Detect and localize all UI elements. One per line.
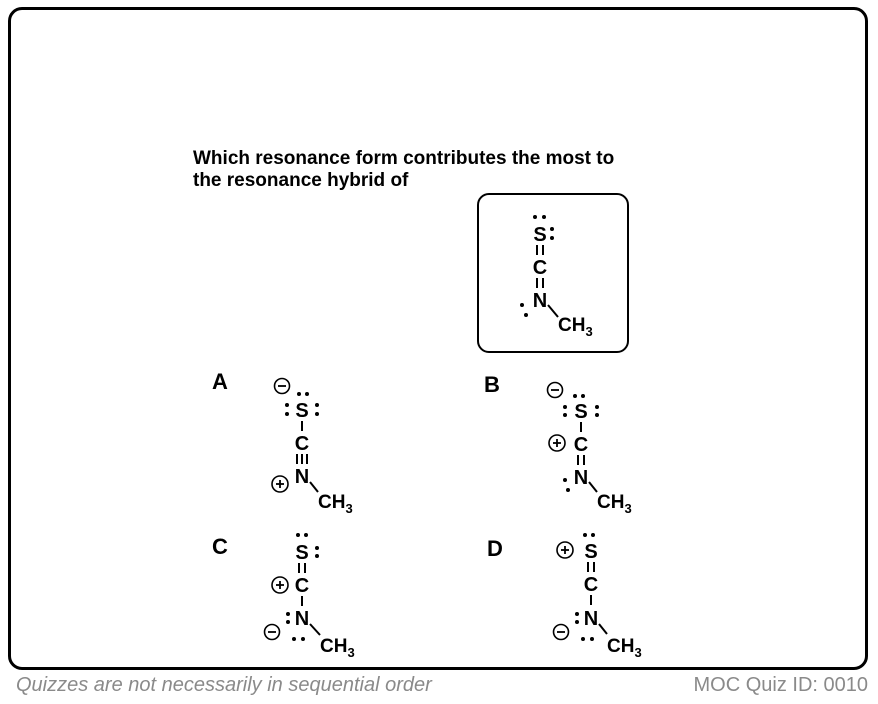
- carbon-atom: C: [532, 257, 548, 279]
- choice-b-label[interactable]: B: [484, 372, 500, 397]
- question-text: [193, 148, 713, 192]
- sulfur-atom: S: [295, 400, 309, 422]
- choice-d-structure[interactable]: [545, 528, 665, 663]
- nitrogen-atom: N: [573, 467, 589, 489]
- carbon-atom: C: [583, 574, 599, 596]
- quiz-id: MOC Quiz ID: 0010: [693, 674, 868, 696]
- nitrogen-atom: N: [294, 608, 310, 630]
- nitrogen-atom: N: [294, 466, 310, 488]
- quiz-card: [8, 7, 868, 670]
- choice-a-structure[interactable]: [260, 372, 380, 522]
- carbon-atom: C: [294, 433, 310, 455]
- nitrogen-atom: N: [583, 608, 599, 630]
- choice-c-structure[interactable]: [260, 528, 380, 663]
- choice-a-label[interactable]: A: [212, 369, 228, 394]
- choice-b-structure[interactable]: [535, 372, 655, 522]
- carbon-atom: C: [294, 575, 310, 597]
- sulfur-atom: S: [584, 541, 598, 563]
- choice-c-label[interactable]: C: [212, 534, 228, 559]
- nitrogen-atom: N: [532, 290, 548, 312]
- sulfur-atom: S: [533, 224, 547, 246]
- methyl-group: $CH_3$: [320, 636, 355, 660]
- carbon-atom: C: [573, 434, 589, 456]
- question-line-1: Which resonance form contributes the most to: [193, 148, 615, 169]
- sulfur-atom: S: [295, 542, 309, 564]
- methyl-group: $CH_3$: [558, 315, 593, 339]
- sulfur-atom: S: [574, 401, 588, 423]
- methyl-group: $CH_3$: [318, 492, 353, 516]
- methyl-group: $CH_3$: [607, 636, 642, 660]
- footer-note: Quizzes are not necessarily in sequential order: [16, 674, 432, 696]
- reference-molecule: [500, 205, 620, 345]
- choice-d-label[interactable]: D: [487, 536, 503, 561]
- question-line-2: the resonance hybrid of: [193, 170, 409, 191]
- methyl-group: $CH_3$: [597, 492, 632, 516]
